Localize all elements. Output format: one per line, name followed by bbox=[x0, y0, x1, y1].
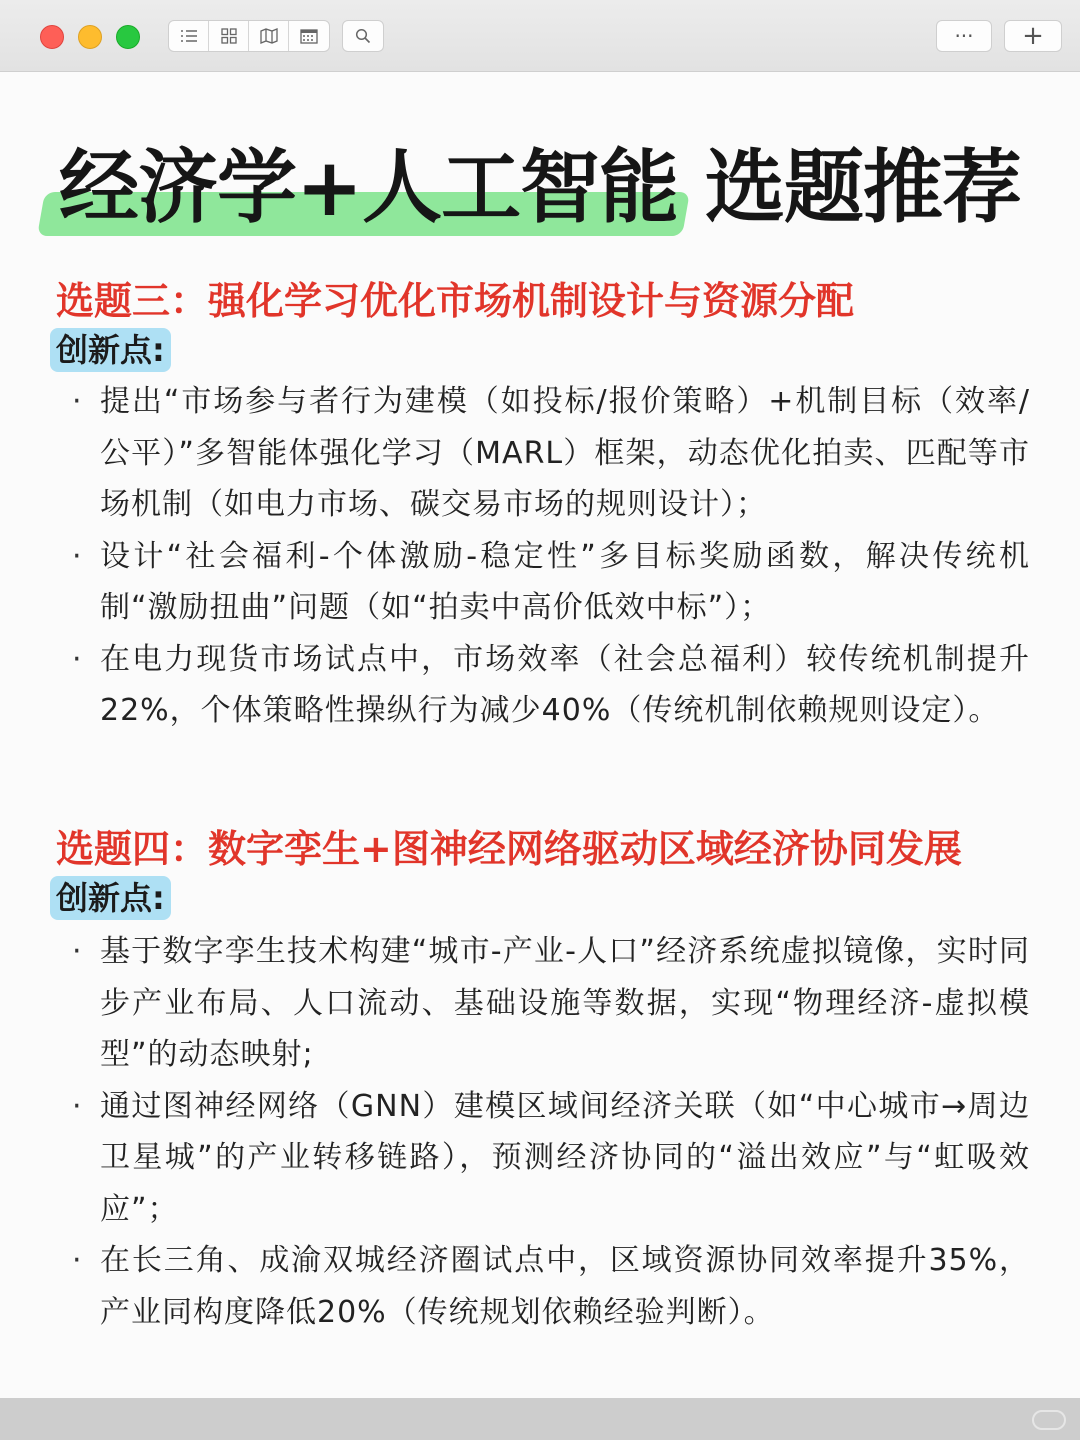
view-switcher bbox=[168, 20, 330, 52]
window-bottom-bar bbox=[0, 1398, 1080, 1440]
list-item bbox=[70, 1235, 1030, 1338]
minimize-window-button[interactable] bbox=[78, 25, 102, 49]
add-button[interactable] bbox=[1004, 20, 1062, 52]
bullet-text: 基于数字孪生技术构建“城市-产业-人口”经济系统虚拟镜像，实时同步产业布局、人口流动、基础设施等数据，实现“物理经济-虚拟模型”的动态映射; bbox=[100, 934, 1030, 1072]
list-item bbox=[70, 926, 1030, 1081]
grid-icon bbox=[221, 28, 237, 44]
bullet-text: 通过图神经网络（GNN）建模区域间经济关联（如“中心城市→周边卫星城”的产业转移链路），预测经济协同的“溢出效应”与“虹吸效应”； bbox=[100, 1088, 1030, 1227]
section-four-innovation-tag: 创新点: bbox=[50, 876, 171, 920]
scroll-toggle-icon[interactable] bbox=[1032, 1410, 1066, 1430]
list-item bbox=[70, 531, 1030, 634]
more-label: ··· bbox=[954, 24, 974, 48]
bullet-text: 在电力现货市场试点中，市场效率（社会总福利）较传统机制提升22%，个体策略性操纵行为减少40%（传统机制依赖规则设定）。 bbox=[100, 641, 1030, 728]
map-icon bbox=[260, 28, 278, 44]
zoom-window-button[interactable] bbox=[116, 25, 140, 49]
section-three-innovation-tag: 创新点: bbox=[50, 328, 171, 372]
list-item bbox=[70, 1081, 1030, 1236]
list-item bbox=[70, 376, 1030, 531]
bullet-dot: · bbox=[72, 1088, 83, 1124]
section-three-bullet-list bbox=[70, 376, 1030, 737]
list-item bbox=[70, 634, 1030, 737]
bullet-dot: · bbox=[72, 1243, 83, 1278]
section-four-bullet-list bbox=[70, 926, 1030, 1338]
bullet-text: 设计“社会福利-个体激励-稳定性”多目标奖励函数，解决传统机制“激励扭曲”问题（如“拍卖中高价低效中标”）； bbox=[100, 538, 1030, 625]
bullet-dot: · bbox=[72, 384, 83, 419]
search-icon bbox=[355, 28, 371, 44]
title-rest: 选题推荐 bbox=[678, 141, 1021, 234]
bullet-dot: · bbox=[72, 934, 83, 969]
add-label: + bbox=[1022, 21, 1044, 51]
close-window-button[interactable] bbox=[40, 25, 64, 49]
calendar-view-button[interactable] bbox=[289, 21, 329, 51]
grid-view-button[interactable] bbox=[209, 21, 249, 51]
bullet-dot: · bbox=[72, 641, 83, 677]
bullet-text: 在长三角、成渝双城经济圈试点中，区域资源协同效率提升35%，产业同构度降低20%（传统规划依赖经验判断）。 bbox=[100, 1243, 1030, 1330]
page-title bbox=[59, 140, 1021, 236]
title-highlight: 经济学+人工智能 bbox=[59, 141, 679, 234]
more-button[interactable] bbox=[936, 20, 992, 52]
section-three-heading: 选题三：强化学习优化市场机制设计与资源分配 bbox=[56, 279, 855, 323]
bullet-text: 提出“市场参与者行为建模（如投标/报价策略）+机制目标（效率/公平）”多智能体强化学习（MARL）框架，动态优化拍卖、匹配等市场机制（如电力市场、碳交易市场的规则设计）； bbox=[100, 384, 1030, 522]
list-icon bbox=[180, 29, 198, 43]
map-view-button[interactable] bbox=[249, 21, 289, 51]
window-titlebar bbox=[0, 0, 1080, 72]
list-view-button[interactable] bbox=[169, 21, 209, 51]
section-four-heading: 选题四：数字孪生+图神经网络驱动区域经济协同发展 bbox=[56, 827, 962, 871]
page-title-wrap bbox=[0, 140, 1080, 236]
search-button[interactable] bbox=[342, 20, 384, 52]
bullet-dot: · bbox=[72, 538, 83, 574]
calendar-icon bbox=[300, 28, 318, 44]
